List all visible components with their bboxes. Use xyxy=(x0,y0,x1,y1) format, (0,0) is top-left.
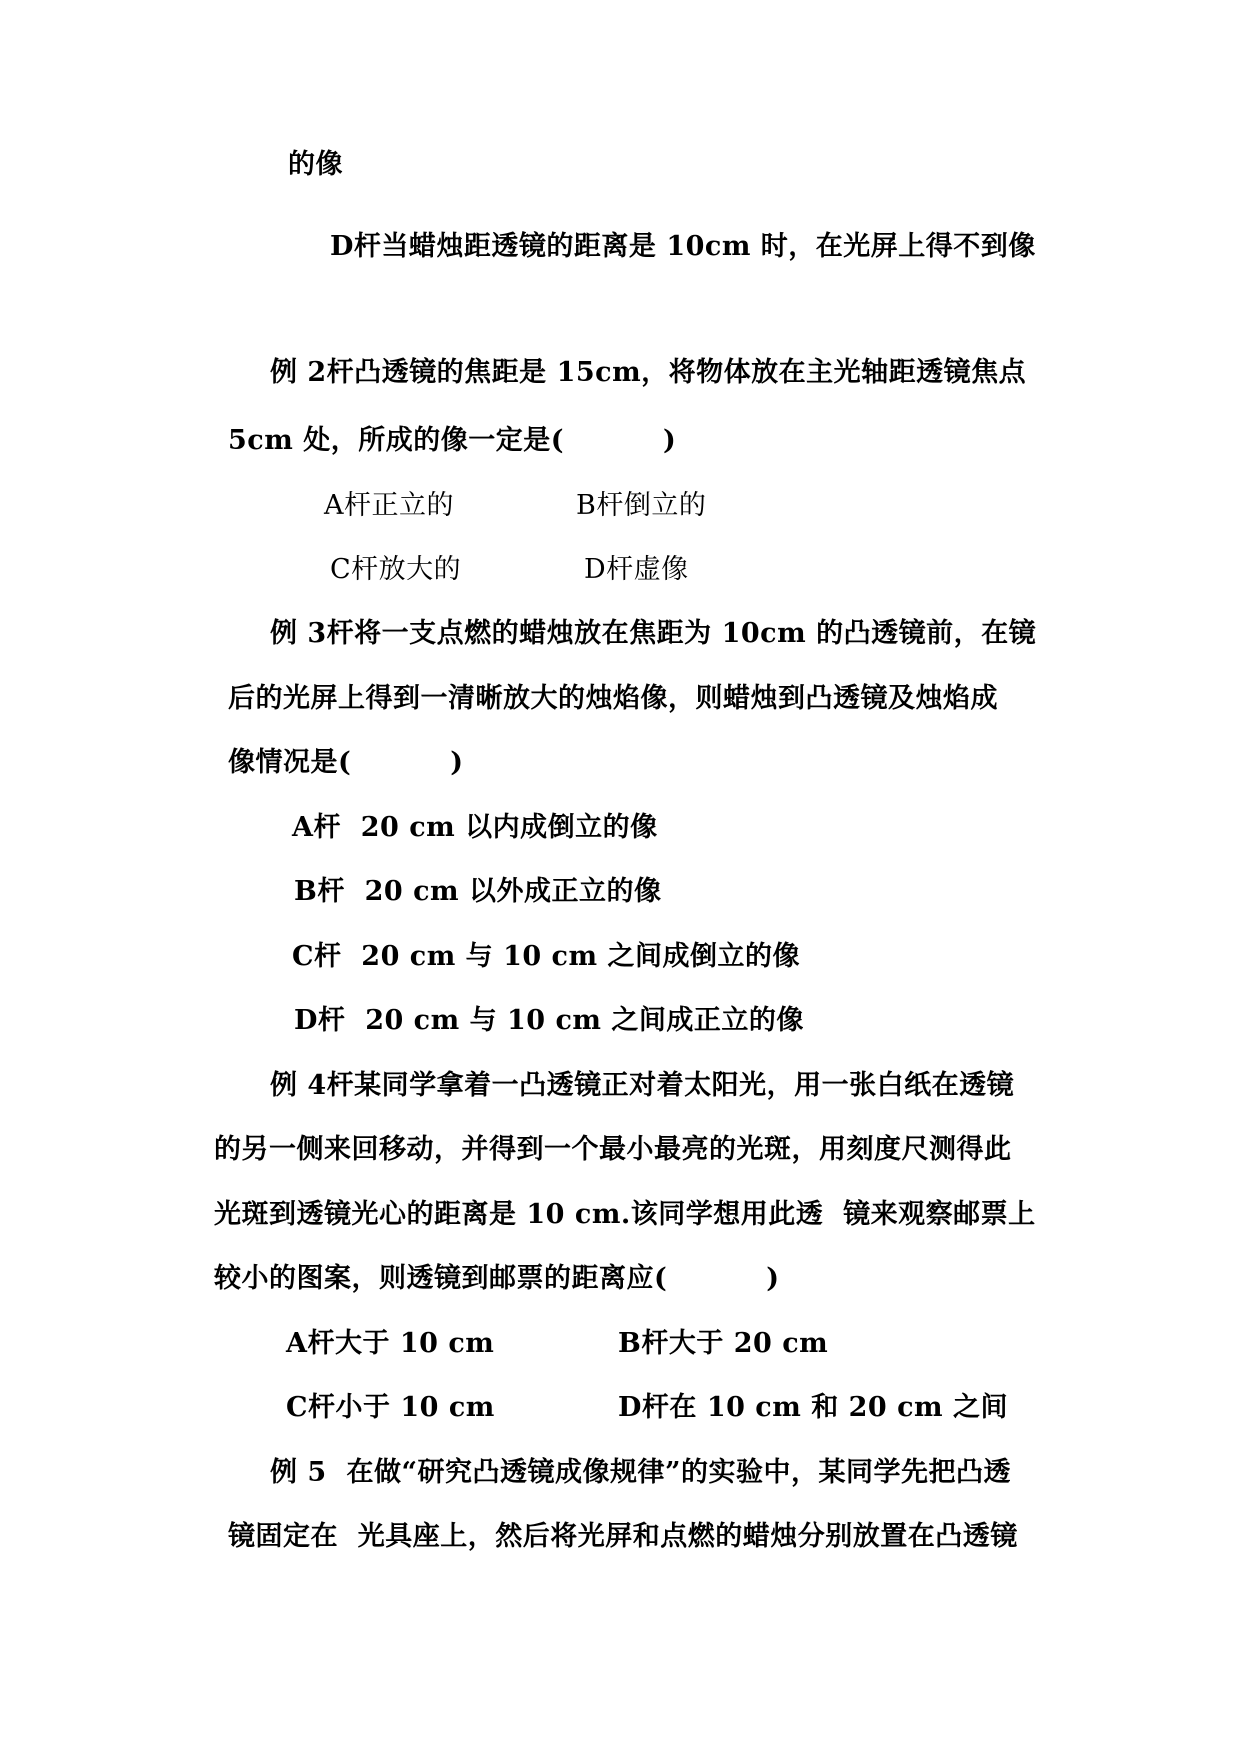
example-3-question-cont: 后的光屏上得到一清晰放大的烛焰像，则蜡烛到凸透镜及烛焰成 xyxy=(228,683,998,714)
example-4-question-end: 较小的图案，则透镜到邮票的距离应( ) xyxy=(214,1263,780,1294)
text-line: 的像 xyxy=(288,149,343,180)
example-3-option-d: D杆 20 cm 与 10 cm 之间成正立的像 xyxy=(294,1005,804,1036)
example-3-question-end: 像情况是( ) xyxy=(228,747,464,778)
example-3-option-c: C杆 20 cm 与 10 cm 之间成倒立的像 xyxy=(292,941,800,972)
example-4-question: 例 4杆某同学拿着一凸透镜正对着太阳光，用一张白纸在透镜 xyxy=(270,1070,1015,1101)
example-5-question-cont: 镜固定在 光具座上，然后将光屏和点燃的蜡烛分别放置在凸透镜 xyxy=(228,1521,1018,1552)
example-5-question: 例 5 在做“研究凸透镜成像规律”的实验中，某同学先把凸透 xyxy=(270,1457,1012,1488)
example-4-question-cont-2: 光斑到透镜光心的距离是 10 cm.该同学想用此透 镜来观察邮票上 xyxy=(214,1199,1036,1230)
example-2-option-d: D杆虚像 xyxy=(584,554,689,585)
example-2-option-a: A杆正立的 xyxy=(324,490,454,521)
option-d-line: D杆当蜡烛距透镜的距离是 10cm 时，在光屏上得不到像 xyxy=(330,231,1036,262)
example-3-option-b: B杆 20 cm 以外成正立的像 xyxy=(294,876,662,907)
example-3-option-a: A杆 20 cm 以内成倒立的像 xyxy=(292,812,658,843)
example-4-option-d: D杆在 10 cm 和 20 cm 之间 xyxy=(618,1392,1008,1423)
example-2-question-cont: 5cm 处，所成的像一定是( ) xyxy=(228,425,677,456)
example-4-option-b: B杆大于 20 cm xyxy=(618,1328,829,1359)
example-4-question-cont-1: 的另一侧来回移动，并得到一个最小最亮的光斑，用刻度尺测得此 xyxy=(214,1134,1012,1165)
example-2-option-c: C杆放大的 xyxy=(330,554,462,585)
example-2-question: 例 2杆凸透镜的焦距是 15cm，将物体放在主光轴距透镜焦点 xyxy=(270,357,1027,388)
example-2-option-b: B杆倒立的 xyxy=(576,490,707,521)
example-4-option-c: C杆小于 10 cm xyxy=(286,1392,495,1423)
example-3-question: 例 3杆将一支点燃的蜡烛放在焦距为 10cm 的凸透镜前，在镜 xyxy=(270,618,1037,649)
example-4-option-a: A杆大于 10 cm xyxy=(286,1328,495,1359)
